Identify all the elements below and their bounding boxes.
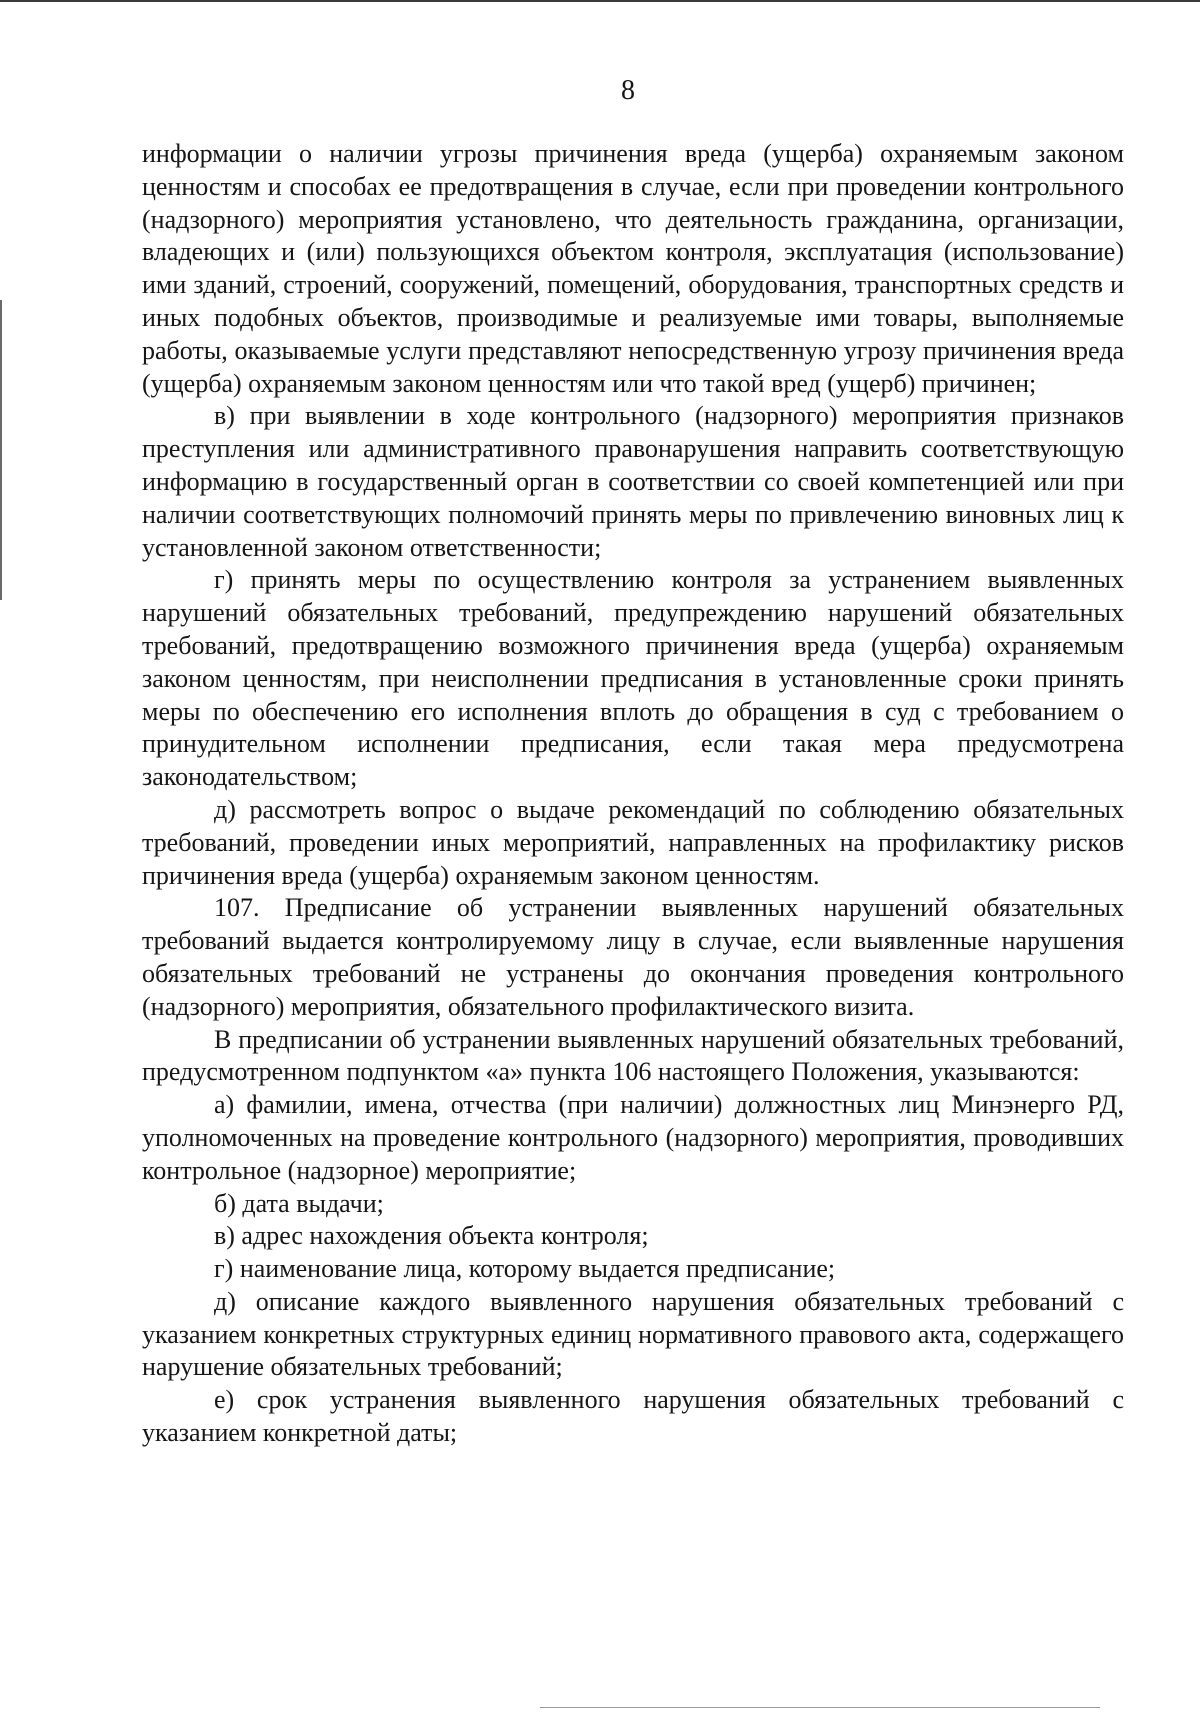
paragraph-continuation: информации о наличии угрозы причинения вреда (ущерба) охраняемым законом ценностям и способах ее предотвращения в случае, если при проведении контрольного (надзорного) мероприятия установлено, что деятельность гражданина, организации, владеющих и (или) пользующихся объектом контроля, эксплуатация (использование) ими зданий, строений, сооружений, помещений, оборудования, транспортных средств и иных подобных объектов, производимые и реализуемые ими товары, выполняемые работы, оказываемые услуги представляют непосредственную угрозу причинения вреда (ущерба) охраняемым законом ценностям или что такой вред (ущерб) причинен; [142,139,1124,398]
scan-edge-top [0,0,1200,2]
paragraph-subitem-d: д) рассмотреть вопрос о выдаче рекомендаций по соблюдению обязательных требований, проведении иных мероприятий, направленных на профилактику рисков причинения вреда (ущерба) охраняемым законом ценностям. [142,794,1124,890]
list-item-v: в) адрес нахождения объекта контроля; [214,1221,649,1251]
list-item-d: д) описание каждого выявленного нарушения обязательных требований с указанием конкретных структурных единиц нормативного правового акта, содержащего нарушение обязательных требований; [142,1286,1124,1382]
list-item-b: б) дата выдачи; [214,1188,384,1218]
paragraph-item-107: 107. Предписание об устранении выявленных нарушений обязательных требований выдается контролируемому лицу в случае, если выявленные нарушения обязательных требований не устранены до окончания проведения контрольного (надзорного) мероприятия, обязательного профилактического визита. [142,893,1124,1021]
list-item-e: е) срок устранения выявленного нарушения обязательных требований с указанием конкретной даты; [142,1385,1124,1448]
list-item-g: г) наименование лица, которому выдается предписание; [214,1254,836,1284]
list-item-a: а) фамилии, имена, отчества (при наличии) должностных лиц Минэнерго РД, уполномоченных на проведение контрольного (надзорного) мероприятия, проводивших контрольное (надзорное) мероприятие; [142,1090,1124,1185]
paragraph-prescription-intro: В предписании об устранении выявленных нарушений обязательных требований, предусмотренном подпунктом «а» пункта 106 настоящего Положения, указываются: [142,1024,1124,1087]
document-body [142,138,1124,1450]
page-number: 8 [621,75,635,106]
scan-edge-bottom [540,1707,1100,1708]
paragraph-subitem-g: г) принять меры по осуществлению контроля за устранением выявленных нарушений обязательных требований, предупреждению нарушений обязательных требований, предотвращению возможного причинения вреда (ущерба) охраняемым законом ценностям, при неисполнении предписания в установленные сроки принять меры по обеспечению его исполнения вплоть до обращения в суд с требованием о принудительном исполнении предписания, если такая мера предусмотрена законодательством; [142,565,1124,792]
paragraph-subitem-v: в) при выявлении в ходе контрольного (надзорного) мероприятия признаков преступления или административного правонарушения направить соответствующую информацию в государственный орган в соответствии со своей компетенцией или при наличии соответствующих полномочий принять меры по привлечению виновных лиц к установленной законом ответственности; [142,401,1124,562]
scan-edge-left [0,300,2,600]
